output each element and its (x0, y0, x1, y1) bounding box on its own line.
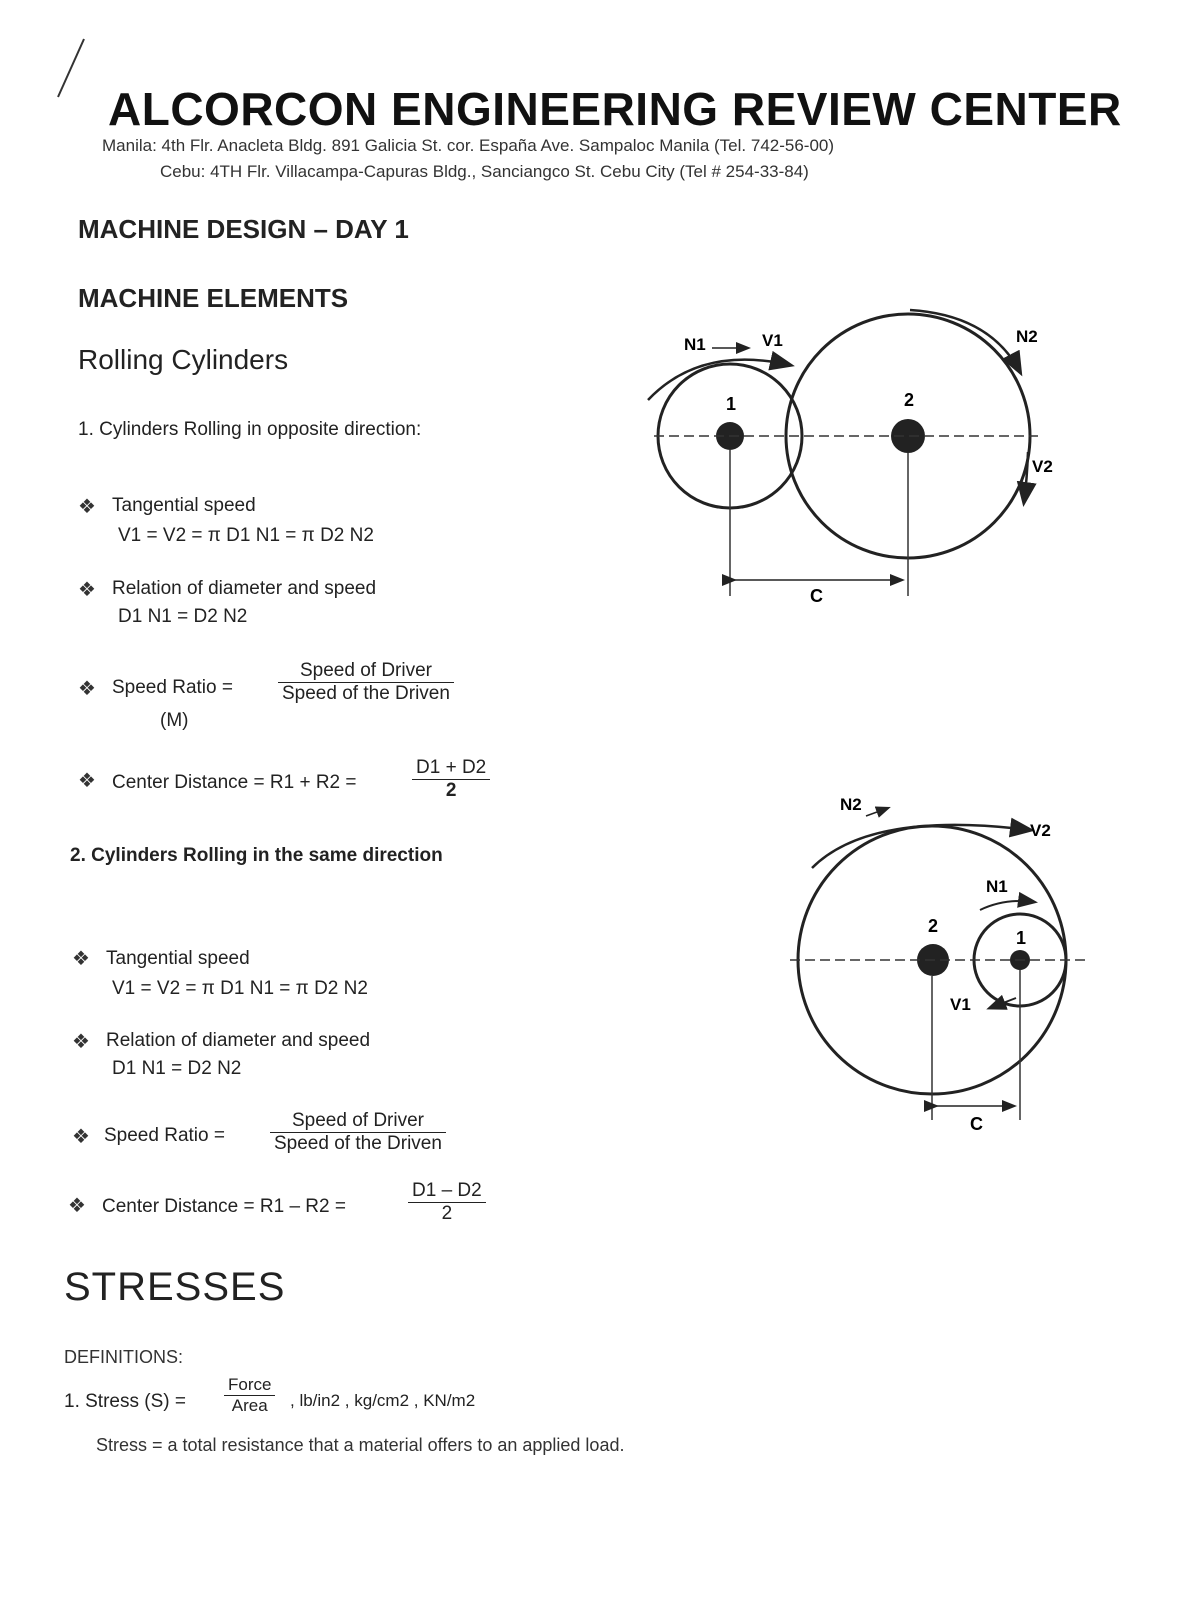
n2-arrow (910, 310, 1020, 372)
part1-center-fraction (412, 757, 490, 802)
part1-ratio-fraction (278, 660, 454, 705)
fraction-denominator: 2 (445, 780, 457, 801)
part2-tangential-formula: V1 = V2 = π D1 N1 = π D2 N2 (112, 978, 368, 999)
label-n1: N1 (684, 335, 706, 354)
label-center-1: 1 (726, 394, 737, 414)
part2-center-label: Center Distance = R1 – R2 = (102, 1196, 346, 1217)
diagram-same-direction (780, 780, 1100, 1140)
stress-units: , lb/in2 , kg/cm2 , KN/m2 (290, 1391, 476, 1410)
bullet-icon: ❖ (78, 770, 96, 792)
part1-ratio-label: Speed Ratio = (112, 677, 233, 698)
fraction-denominator: Speed of the Driven (282, 683, 450, 704)
label-v1: V1 (950, 995, 971, 1014)
fraction-numerator: D1 – D2 (408, 1180, 486, 1203)
subject-title: MACHINE ELEMENTS (78, 283, 349, 313)
fraction-denominator: Area (231, 1396, 268, 1415)
part2-tangential-label: Tangential speed (106, 948, 250, 969)
pen-mark (50, 35, 90, 105)
definitions-label: DEFINITIONS: (64, 1347, 184, 1367)
label-center-1: 1 (1016, 928, 1027, 948)
fraction-numerator: Force (224, 1375, 275, 1396)
part1-heading: 1. Cylinders Rolling in opposite direction: (78, 419, 422, 440)
stress-lhs: 1. Stress (S) = (64, 1391, 186, 1412)
part1-relation-label: Relation of diameter and speed (112, 578, 377, 599)
address-cebu: Cebu: 4TH Flr. Villacampa-Capuras Bldg., Sanciangco St. Cebu City (Tel # 254-33-84) (160, 162, 809, 181)
label-n2: N2 (840, 795, 862, 814)
stress-fraction (224, 1375, 275, 1416)
bullet-icon: ❖ (72, 948, 90, 970)
part1-relation-formula: D1 N1 = D2 N2 (118, 606, 248, 627)
bullet-icon: ❖ (72, 1031, 90, 1053)
part2-ratio-fraction (270, 1110, 446, 1155)
label-c: C (810, 586, 823, 606)
label-c: C (970, 1114, 983, 1134)
label-v2: V2 (1030, 821, 1051, 840)
part2-relation-label: Relation of diameter and speed (106, 1030, 371, 1051)
fraction-denominator: 2 (441, 1203, 453, 1224)
part2-center-fraction (408, 1180, 486, 1225)
part1-ratio-symbol: (M) (160, 710, 189, 731)
part1-tangential-formula: V1 = V2 = π D1 N1 = π D2 N2 (118, 525, 374, 546)
stress-definition: Stress = a total resistance that a material offers to an applied load. (96, 1435, 625, 1455)
topic-title: Rolling Cylinders (78, 344, 289, 375)
bullet-icon: ❖ (78, 579, 96, 601)
label-v1: V1 (762, 331, 783, 350)
part2-heading: 2. Cylinders Rolling in the same direction (70, 845, 443, 866)
label-n2: N2 (1016, 327, 1038, 346)
v2-arrow (1024, 452, 1028, 502)
day-title: MACHINE DESIGN – DAY 1 (78, 214, 409, 244)
part2-relation-formula: D1 N1 = D2 N2 (112, 1058, 242, 1079)
address-manila: Manila: 4th Flr. Anacleta Bldg. 891 Galicia St. cor. España Ave. Sampaloc Manila (Tel. 742-56-00) (102, 136, 835, 155)
bullet-icon: ❖ (78, 678, 96, 700)
bullet-icon: ❖ (78, 496, 96, 518)
bullet-icon: ❖ (68, 1195, 86, 1217)
part1-center-label: Center Distance = R1 + R2 = (112, 772, 357, 793)
fraction-numerator: Speed of Driver (270, 1110, 446, 1133)
diagram-opposite-direction (630, 290, 1090, 620)
n2-pointer (866, 808, 888, 816)
bullet-icon: ❖ (72, 1126, 90, 1148)
fraction-numerator: D1 + D2 (412, 757, 490, 780)
n2-arrow (812, 825, 1030, 868)
label-n1: N1 (986, 877, 1008, 896)
part2-ratio-label: Speed Ratio = (104, 1125, 225, 1146)
part1-tangential-label: Tangential speed (112, 495, 256, 516)
fraction-numerator: Speed of Driver (278, 660, 454, 683)
label-center-2: 2 (904, 390, 915, 410)
label-center-2: 2 (928, 916, 939, 936)
stresses-title: STRESSES (64, 1265, 286, 1309)
center-title: ALCORCON ENGINEERING REVIEW CENTER (108, 83, 1122, 135)
label-v2: V2 (1032, 457, 1053, 476)
n1-arrow (980, 901, 1034, 910)
fraction-denominator: Speed of the Driven (274, 1133, 442, 1154)
